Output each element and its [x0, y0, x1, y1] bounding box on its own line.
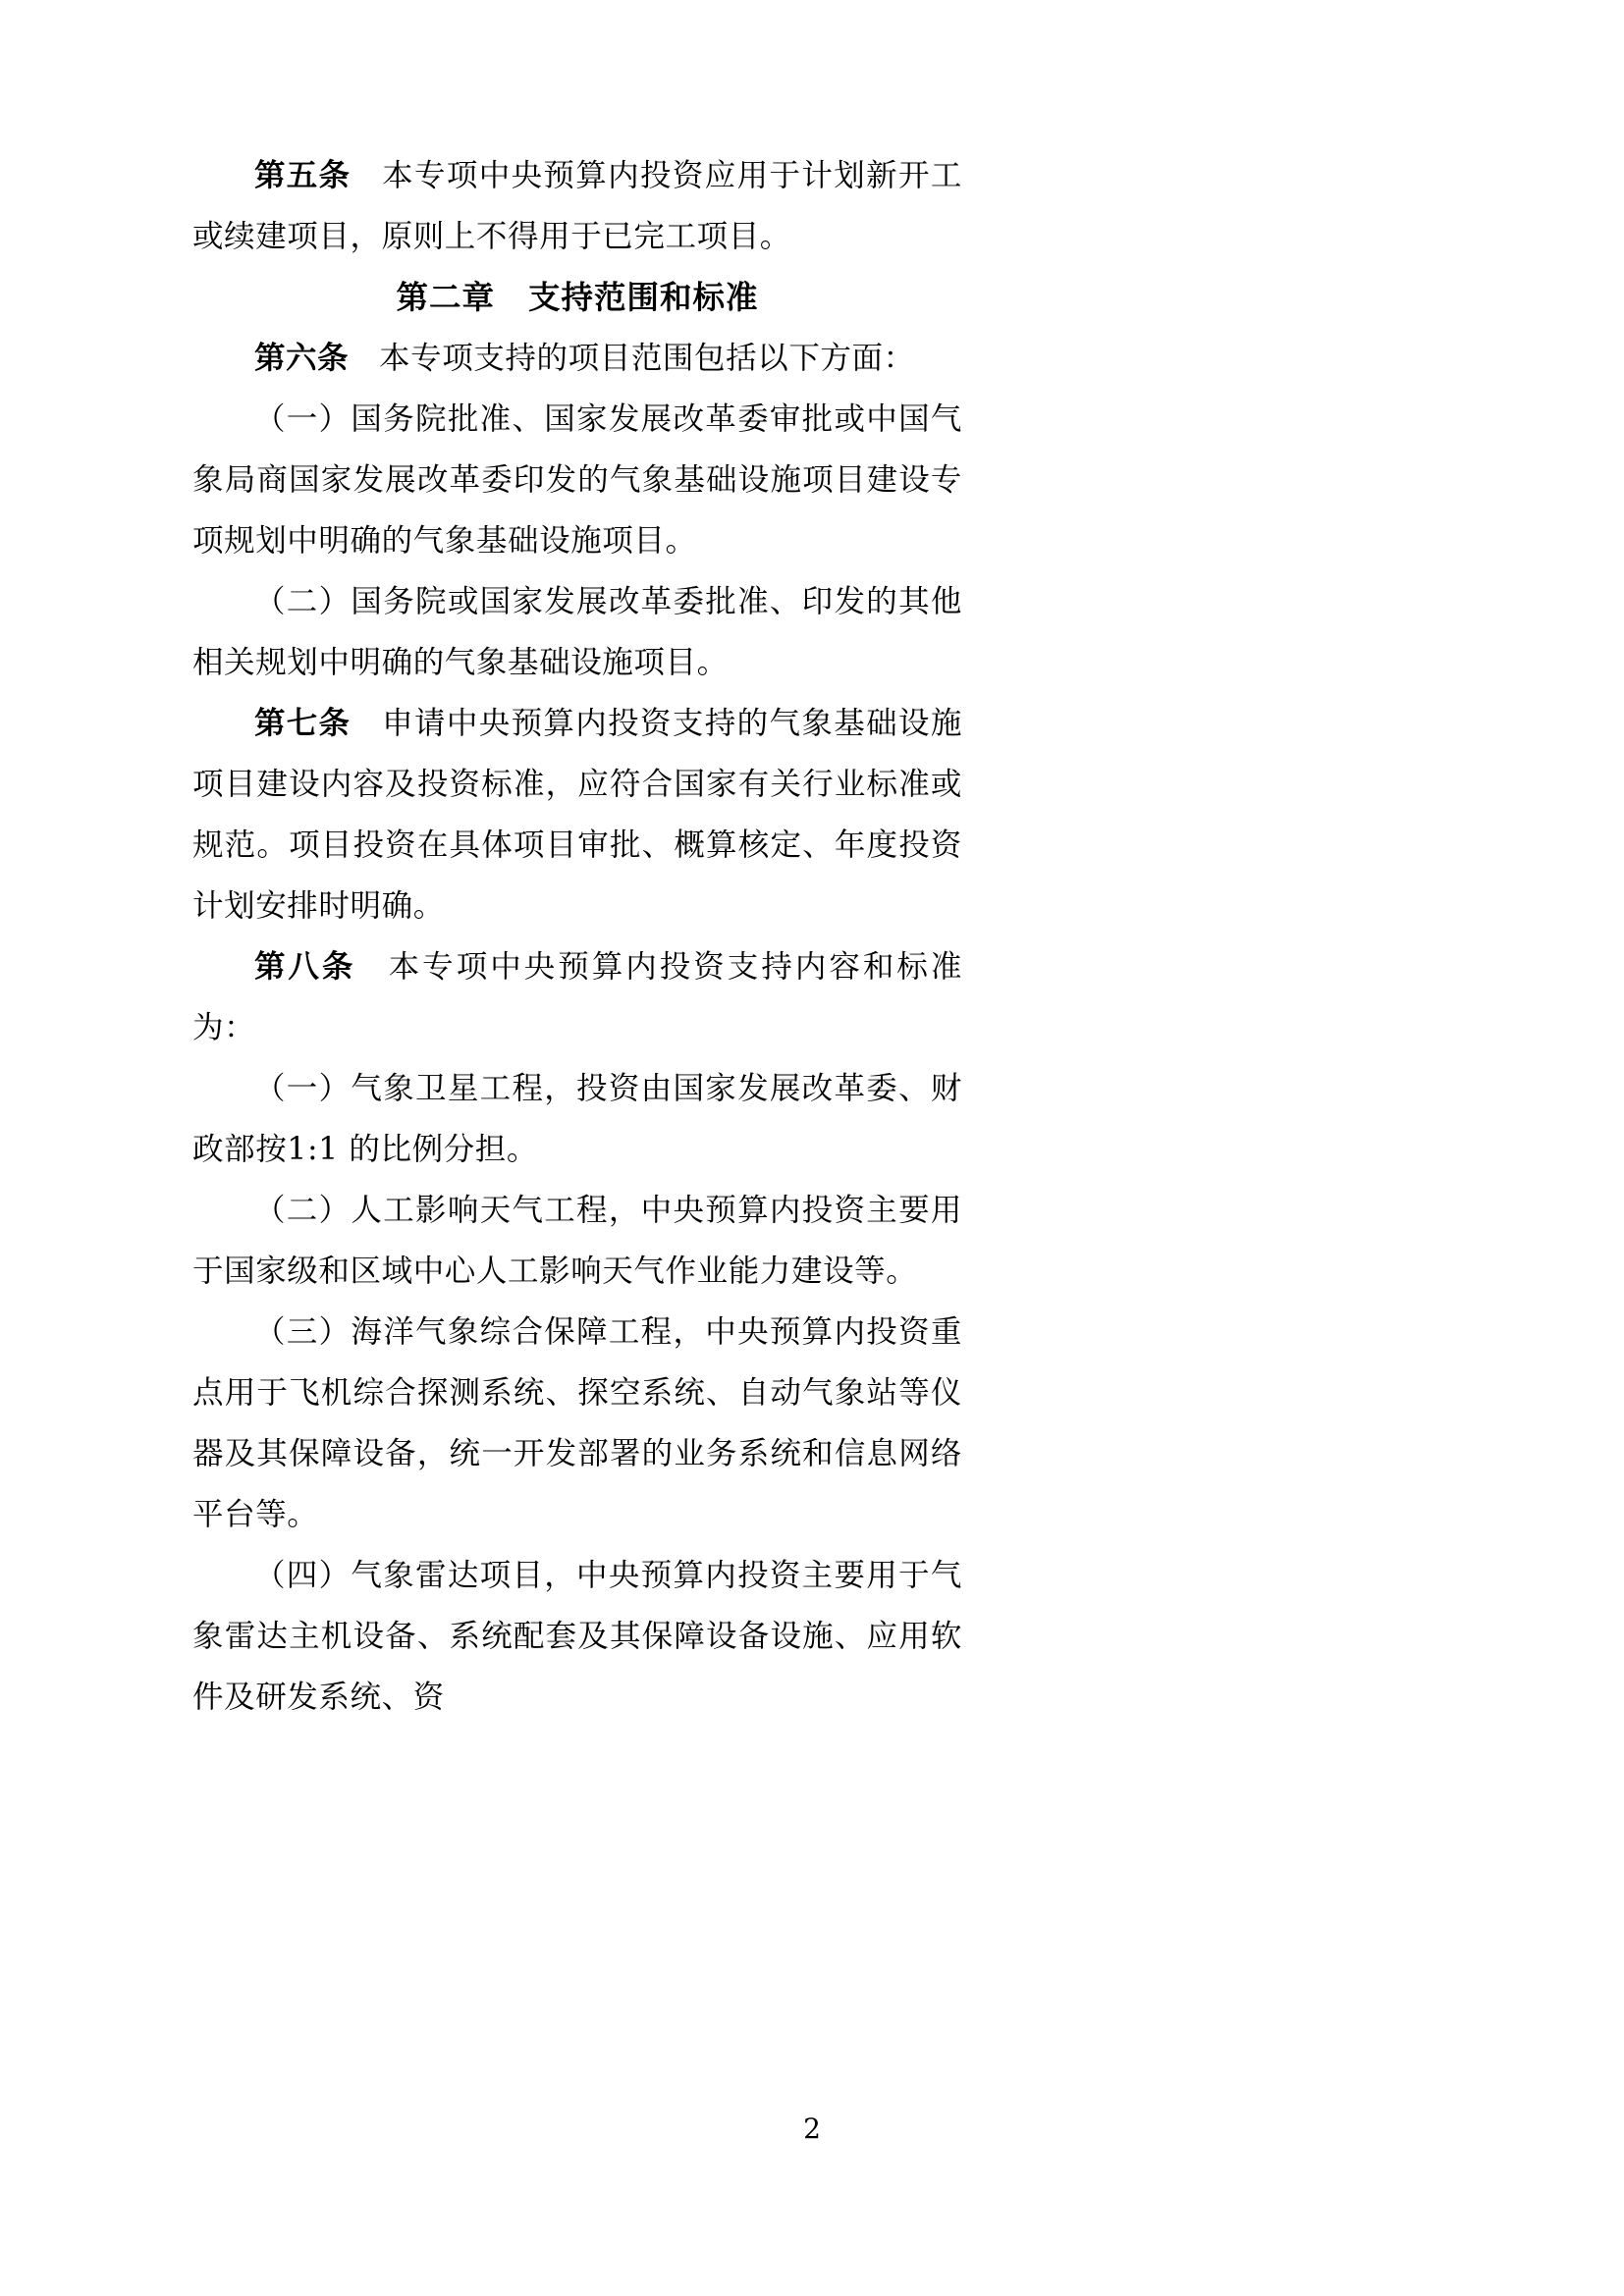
article-marker-5: 第五条: [254, 158, 352, 193]
article-text-5: 本专项中央预算内投资应用于计划新开工或续建项目，原则上不得用于已完工项目。: [192, 158, 962, 254]
paragraph-article-7: [192, 693, 962, 936]
paragraph-article-5: [192, 145, 962, 267]
article-text-7: 申请中央预算内投资支持的气象基础设施项目建设内容及投资标准，应符合国家有关行业标准或规范。项目投资在具体项目审批、概算核定、年度投资计划安排时明确。: [192, 706, 962, 924]
article-marker-7: 第七条: [254, 706, 352, 741]
paragraph-article-6: [192, 328, 962, 389]
paragraph-article-8-item-1: （一）气象卫星工程，投资由国家发展改革委、财政部按1:1 的比例分担。: [192, 1071, 962, 1167]
paragraph-article-8-item-3: （三）海洋气象综合保障工程，中央预算内投资重点用于飞机综合探测系统、探空系统、自动气象站等仪器及其保障设备，统一开发部署的业务系统和信息网络平台等。: [192, 1314, 962, 1532]
paragraph-article-8-item-4: （四）气象雷达项目，中央预算内投资主要用于气象雷达主机设备、系统配套及其保障设备设施、应用软件及研发系统、资: [192, 1558, 962, 1715]
paragraph-article-6-item-1: （一）国务院批准、国家发展改革委审批或中国气象局商国家发展改革委印发的气象基础设施项目建设专项规划中明确的气象基础设施项目。: [192, 401, 962, 559]
page-number: 2: [803, 2112, 821, 2145]
paragraph-article-6-item-2: （二）国务院或国家发展改革委批准、印发的其他相关规划中明确的气象基础设施项目。: [192, 584, 962, 680]
chapter-title: 支持范围和标准: [528, 279, 759, 316]
article-text-6: 本专项支持的项目范围包括以下方面：: [379, 341, 915, 376]
paragraph-article-8-item-2: （二）人工影响天气工程，中央预算内投资主要用于国家级和区域中心人工影响天气作业能力建设等。: [192, 1193, 962, 1289]
paragraph-article-8: [192, 936, 962, 1058]
page-content: [192, 145, 962, 1728]
chapter-marker: 第二章: [396, 279, 495, 316]
article-marker-8: 第八条: [254, 949, 356, 985]
article-marker-6: 第六条: [254, 341, 350, 376]
chapter-heading-2: [192, 267, 962, 328]
article-text-8: 本专项中央预算内投资支持内容和标准为：: [192, 949, 962, 1045]
